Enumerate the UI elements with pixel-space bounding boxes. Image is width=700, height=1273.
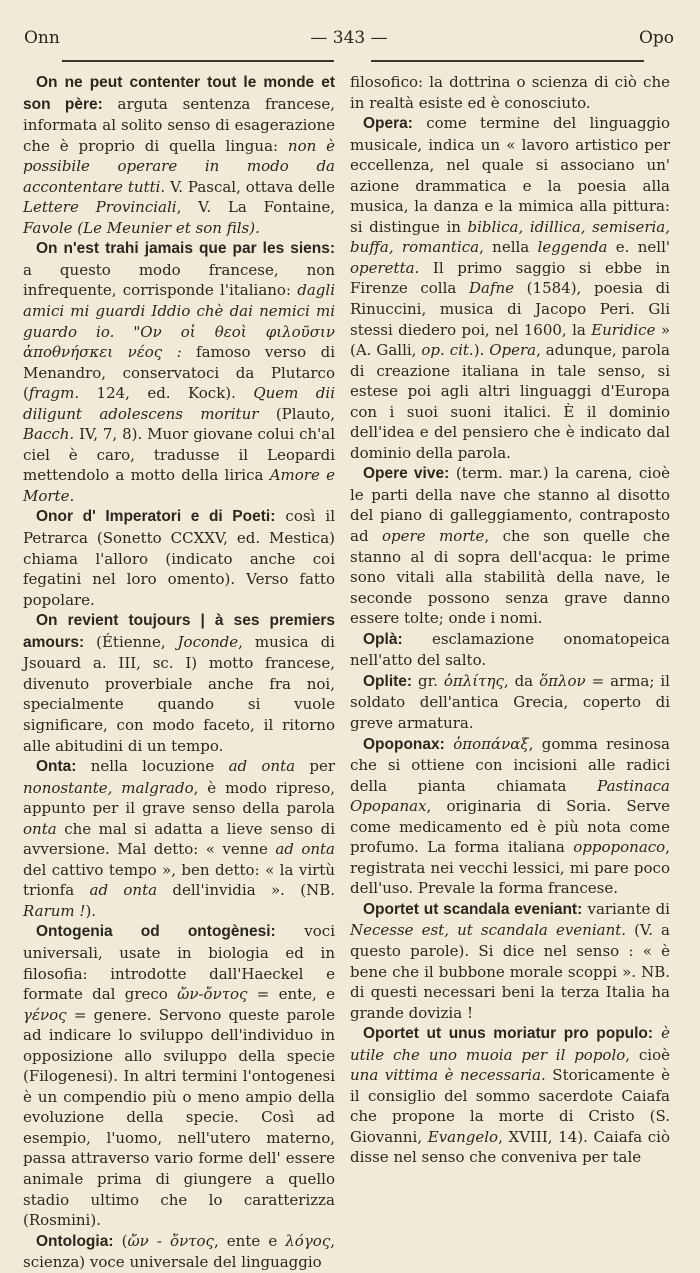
entry-text: Il primo saggio si ebbe in Firenze colla [350,258,670,298]
entry-italic-text: Joconde [177,632,239,651]
entry-headword: Oportet ut scandala eveniant: [363,900,583,918]
entry-text: , originaria di Soria. Serve come medicamento ed è più nota come profumo. La forma italiana [350,797,670,857]
entry-italic-text: ad onta [275,840,335,859]
entry-italic-text: nonostante, malgrado [23,778,194,797]
left-column [23,72,335,1273]
entry-text: ( [113,1231,128,1250]
dictionary-entry [23,72,335,238]
entry-italic-text: Euridice [591,320,656,339]
entry-italic-text: ad onta [228,757,296,776]
entry-headword: On n'est trahi jamais que par les siens: [36,240,335,258]
entry-italic-text: Necesse est, ut scandala eveniant. [350,921,627,940]
entry-text: ). [473,341,490,360]
entry-headword: Opere vive: [363,465,450,483]
entry-italic-text: γένος [23,1005,67,1024]
entry-text: , adunque, parola di creazione italiana in tale senso, si estese poi agli altri linguaggi d'Europa con i suoi suoni italici. È il dominio dell'idea e del pensiero che è indicato dal dominio della parola. [350,341,670,462]
entry-text: , gomma resinosa che si ottiene con incisioni alle radici della pianta chiamata [350,734,670,795]
entry-text: Storicamente è il consiglio del sommo sacerdote Caiafa che propone la morte di Cristo (S. Giovanni, [350,1066,670,1146]
entry-headword: Onor d' Imperatori e di Poeti: [36,508,276,526]
entry-text: nella locuzione [76,757,229,776]
entry-text: , da [503,671,540,690]
entry-text: così il Petrarca (Sonetto CCXXV, ed. Mestica) chiama l'alloro (indicato anche coi fegatini nel loro omento). Verso fatto popolare. [23,507,335,609]
entry-text: (Plauto, [258,404,335,423]
entry-text: , V. La Fontaine, [176,198,335,217]
dictionary-entry [23,506,335,610]
entry-italic-text: Bacch. [23,425,75,444]
entry-text: (1584), poesia di Rinuccini, musica di Jacopo Peri. Gli stessi diedero poi, nel 1600, la [350,279,670,339]
page-number: — 343 — [310,28,388,48]
entry-text: filosofico: la dottrina o scienza di ciò che in realtà esiste ed è conosciuto. [350,73,670,112]
entry-italic-text: onta [23,819,57,838]
entry-italic-text: ὀποπάναξ [453,734,529,753]
entry-italic-text: opere morte [382,527,485,546]
entry-italic-text: fragm. [28,384,80,403]
dictionary-entry [23,756,335,921]
entry-text: dell'invidia ». (NB. [157,881,335,900]
entry-italic-text: ὤν-ὄντος [177,985,248,1004]
entry-text: per [295,757,335,776]
entry-italic-text: Lettere Provinciali [23,198,177,217]
entry-text: , nella [479,238,538,257]
entry-italic-text: ὅπλον [539,671,586,690]
entry-text: V. Pascal, ottava delle [165,177,335,196]
entry-text: , musica di Jsouard a. III, sc. I) motto francese, divenuto proverbiale anche fra noi, specialmente quando si vuole significare, con modo faceto, il ritorno alle abitudini di un tempo. [23,632,335,755]
header-rule-left [62,60,334,62]
entry-headword: Oportet ut unus moriatur pro populo: [363,1025,654,1043]
entry-italic-text: ad onta [89,881,158,900]
entry-headword: Ontogenia od ontogènesi: [36,923,276,941]
entry-italic-text: Favole (Le Meunier et son fils). [23,218,260,237]
entry-text: a questo modo francese, non infrequente, corrisponde l'italiano: [23,260,335,300]
entry-italic-text: oppoponaco [573,838,666,857]
entry-text: voci universali, usate in biologia ed in filosofia: introdotte dall'Haeckel e formate dal greco [23,922,335,1004]
entry-text: come termine del linguaggio musicale, indica un « lavoro artistico per eccellenza, nel quale si associano un' azione drammatica e la poesia alla musica, la danza e la mimica alla pittura: si distingue in [350,114,670,236]
header-right-guideword: Opo [638,28,674,48]
entry-text: , cioè [625,1045,670,1064]
dictionary-entry [350,629,670,671]
dictionary-entry [350,671,670,734]
dictionary-entry [350,463,670,628]
header-rule-right [371,60,644,62]
entry-text: = arma; il soldato dell'antica Grecia, coperto di greve armatura. [350,671,670,732]
entry-text: esclamazione onomatopeica nell'atto del salto. [350,629,670,670]
entry-text: = genere. Servono queste parole ad indicare lo sviluppo dell'individuo in opposizione allo sviluppo della specie (Filogenesi). In altri termini l'ontogenesi è un compendio più o meno ampio della evoluzione della specie. Così ad esempio, l'uomo, nell'utero materno, passa attraverso vario forme dell' essere animale prima di giungere a quello stadio ultimo che lo caratterizza (Rosmini). [23,1005,335,1230]
entry-text: e. nell' [607,238,670,257]
entry-headword: Oplà: [363,630,403,648]
entry-italic-text: biblica, idillica, semiseria, buffa, romantica [350,217,670,257]
entry-headword: On revient toujours | à ses premiers amours: [23,612,335,651]
entry-italic-text: Rarum ! [23,901,86,920]
entry-headword: Oplite: [363,672,413,690]
entry-italic-text: Amore e Morte. [23,466,336,505]
entry-text: , è modo ripreso, appunto per il grave senso della parola [23,778,335,818]
entry-text [114,323,133,341]
entry-text: arguta sentenza francese, informata al solito senso di esagerazione che è proprio di quella lingua: [23,94,335,155]
dictionary-entry [23,921,335,1230]
entry-italic-text: dagli amici mi guardi Iddio chè dai nemici mi guardo io. [23,281,335,341]
entry-text: variante di [582,899,670,918]
entry-text: (term. mar.) la carena, cioè le parti della nave che stanno al disotto del piano di galleggiamento, contraposto ad [350,464,670,546]
entry-italic-text: è utile che uno muoia per il popolo [350,1024,670,1064]
entry-text: , ente e [213,1231,286,1250]
entry-continuation [350,72,670,113]
entry-italic-text: non è possibile operare in modo da accontentare tutti. [23,136,336,196]
entry-italic-text: Opera [489,341,537,360]
entry-text: IV, 7, 8). Muor giovane colui ch'al ciel è caro, tradusse il Leopardi mettendolo a motto della lirica [23,425,335,485]
entry-italic-text: ὁπλίτης [443,671,504,690]
entry-italic-text: Dafne [468,279,515,298]
entry-text: 124, ed. Kock). [79,384,254,403]
dictionary-entry [23,1231,335,1273]
dictionary-entry [23,610,335,756]
entry-text: ). [85,901,97,920]
entry-text: , XVIII, 14). Caiafa ciò disse nel senso che conveniva per tale [350,1127,670,1167]
entry-italic-text: una vittima è necessaria. [350,1066,546,1085]
entry-text: gr. [412,671,444,690]
entry-text [445,735,453,753]
header-left-guideword: Onn [24,28,60,48]
entry-italic-text: operetta. [350,258,420,277]
entry-headword: Opoponax: [363,735,445,753]
dictionary-entry [23,238,335,506]
right-column [350,72,670,1168]
entry-text: , che son quelle che stanno al di sopra dell'acqua: le prime sono vitali alla stabilità della nave, le seconde possono senza grave danno essere tolte; onde i nomi. [350,527,670,628]
page-header [24,28,674,54]
entry-italic-text: Quem dii diligunt adolescens moritur [23,384,335,423]
entry-headword: Ontologia: [36,1232,114,1250]
dictionary-entry [350,899,670,1023]
entry-headword: Onta: [36,758,77,776]
entry-headword: Opera: [363,115,413,133]
entry-text: (Étienne, [84,632,178,651]
entry-italic-text: leggenda [537,238,608,257]
entry-italic-text: λόγος [285,1231,331,1250]
entry-text: , registrata nei vecchi lessici, mi pare poco dell'uso. Prevale la forma francese. [350,838,670,898]
entry-italic-text: op. cit. [421,341,474,360]
entry-italic-text: Pastinaca Opopanax [350,776,670,816]
entry-text: = ente, e [247,985,335,1004]
entry-text: famoso verso di Menandro, conservatoci da Plutarco ( [23,343,335,403]
entry-italic-text: Evangelo [427,1127,499,1146]
entry-italic-text: "Ον οἱ θεοὶ φιλοῦσιν ἀποθνήσκει νέος : [23,322,335,362]
dictionary-entry [350,734,670,899]
entry-text: che mal si adatta a lieve senso di avversione. Mal detto: « venne [23,819,335,859]
entry-italic-text: ὤν - ὄντος [127,1231,214,1250]
entry-headword: On ne peut contenter tout le monde et son père: [23,74,335,113]
entry-text: del cattivo tempo », ben detto: « la virtù trionfa [23,860,335,900]
entry-text [653,1024,661,1042]
entry-text: , scienza) voce universale del linguaggio [23,1231,336,1272]
dictionary-entry [350,1023,670,1168]
entry-text: » (A. Galli, [350,320,670,360]
dictionary-entry [350,113,670,463]
entry-text: (V. a questo parole). Si dice nel senso : « è bene che il bubbone morale scoppi ». NB. di questi necessari beni la terza Italia ha grande dovizia ! [350,921,670,1022]
